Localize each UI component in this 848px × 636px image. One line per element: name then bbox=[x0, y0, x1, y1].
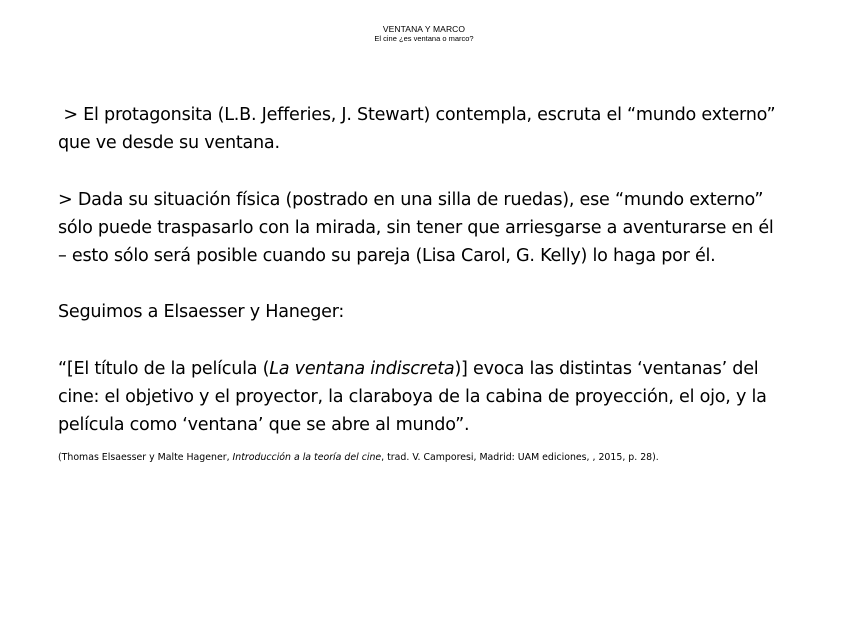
citation-authors: (Thomas Elsaesser y Malte Hagener, bbox=[58, 452, 233, 464]
citation-details: , trad. V. Camporesi, Madrid: UAM ediciones, , 2015, p. 28). bbox=[381, 452, 659, 464]
paragraph-spacer bbox=[58, 327, 778, 355]
paragraph-spacer bbox=[58, 157, 778, 185]
paragraph-spacer bbox=[58, 270, 778, 298]
quote-text-end: )] evoca las distintas ‘ventanas’ del cine: el objetivo y el proyector, la claraboya de la cabina de proyección, el ojo, y la película como ‘ventana’ que se abre al mundo”. bbox=[58, 358, 767, 436]
quote-paragraph bbox=[58, 355, 778, 440]
header-subtitle: El cine ¿es ventana o marco? bbox=[374, 33, 474, 43]
citation bbox=[58, 451, 778, 465]
slide-body bbox=[58, 101, 781, 465]
slide-header bbox=[0, 25, 848, 43]
paragraph-following: Seguimos a Elsaesser y Haneger: bbox=[58, 302, 345, 323]
quote-film-title: La ventana indiscreta bbox=[269, 358, 455, 379]
paragraph-situation: > Dada su situación física (postrado en una silla de ruedas), ese “mundo externo” sólo puede traspasarlo con la mirada, sin tener que arriesgarse a aventurarse en él – esto sólo será posible cuando su pareja (Lisa Carol, G. Kelly) lo haga por él. bbox=[58, 189, 774, 266]
citation-book-title: Introducción a la teoría del cine bbox=[232, 452, 382, 464]
paragraph-protagonist: > El protagonsita (L.B. Jefferies, J. Stewart) contempla, escruta el “mundo externo” que ve desde su ventana. bbox=[58, 105, 781, 154]
header-title: VENTANA Y MARCO bbox=[382, 24, 466, 34]
quote-text-start: “[El título de la película ( bbox=[58, 358, 270, 379]
